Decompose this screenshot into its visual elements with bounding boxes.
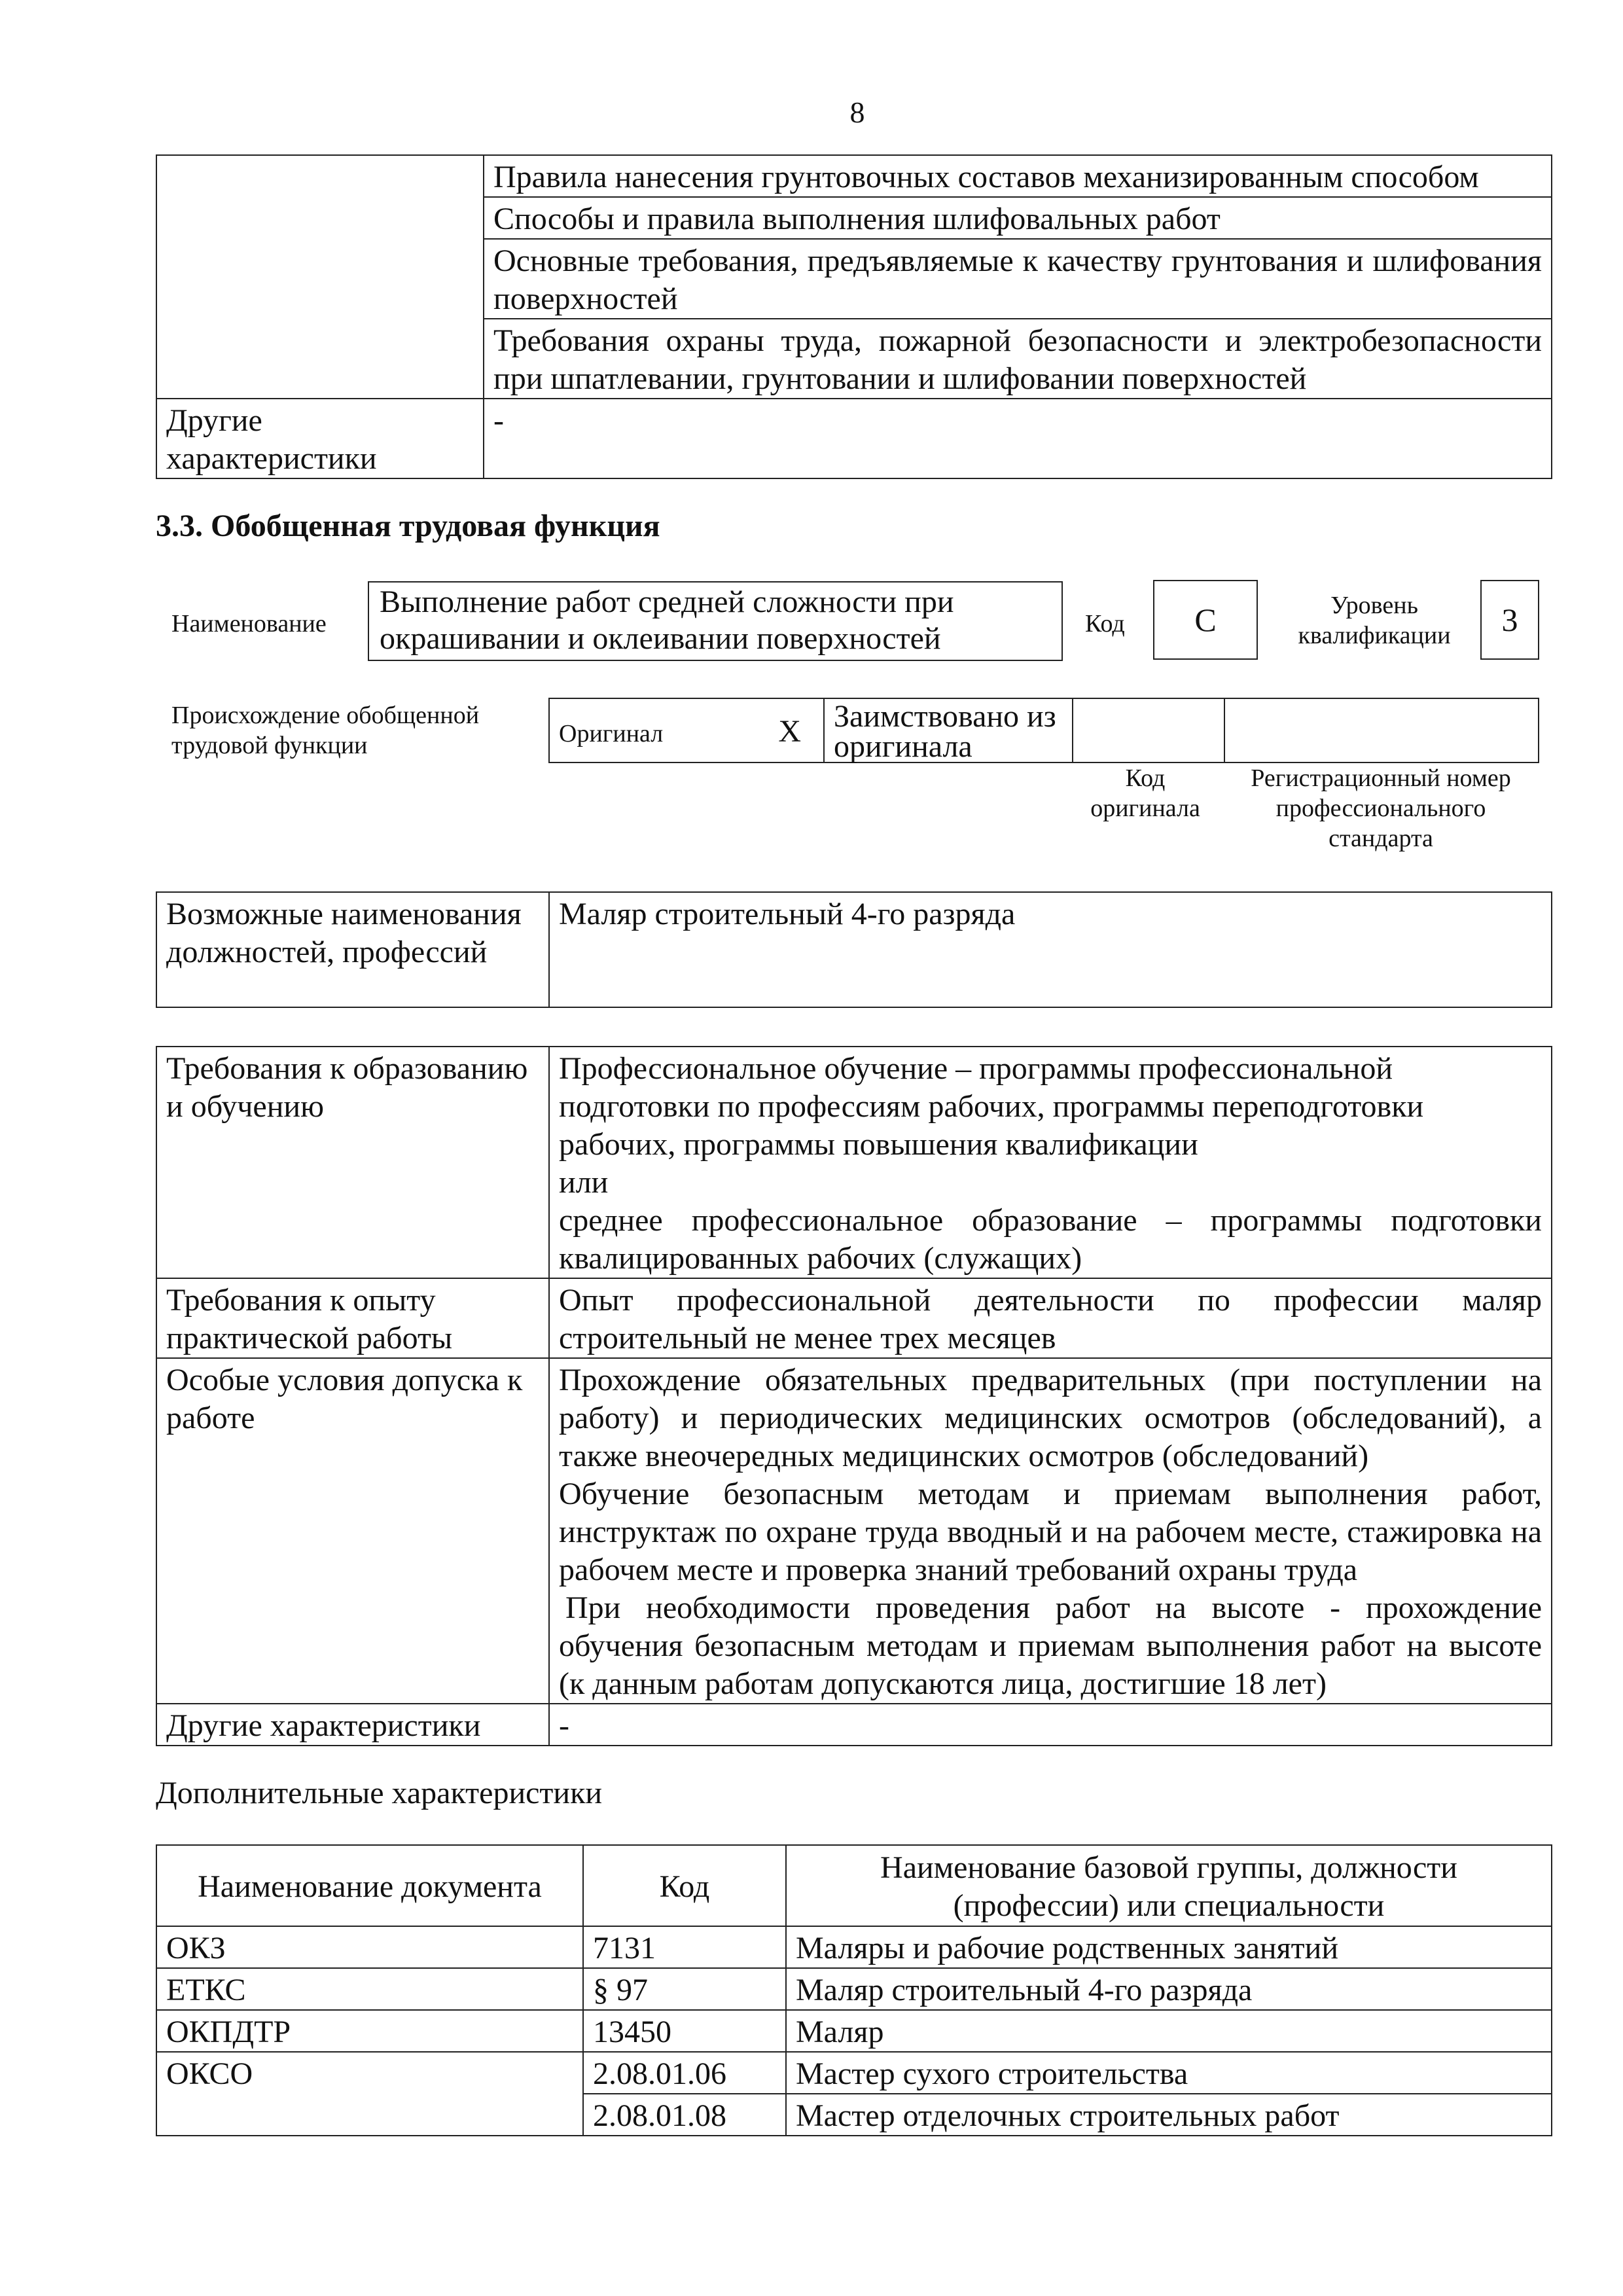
special-value: [549, 1358, 1552, 1704]
col-header-doc: Наименование документа: [156, 1845, 583, 1926]
level-box: [1480, 580, 1539, 660]
reg-caption: Регистрационный номер профессионального стандарта: [1251, 764, 1511, 852]
requirements-table: [156, 1046, 1552, 1746]
level-value: 3: [1501, 601, 1518, 638]
other-value: -: [484, 399, 1552, 478]
table-row: [156, 1047, 1552, 1278]
table-row: [156, 892, 1552, 1007]
table-cell: Способы и правила выполнения шлифовальных работ: [484, 197, 1552, 239]
table-row: [156, 1968, 1552, 2010]
table-row: [156, 155, 1552, 197]
row-code: 13450: [583, 2010, 786, 2052]
row-code: 7131: [583, 1926, 786, 1968]
original-mark: Х: [778, 714, 801, 749]
other-label: Другие характеристики: [156, 399, 484, 478]
table-cell: Основные требования, предъявляемые к качеству грунтования и шлифования поверхностей: [484, 239, 1552, 319]
row-doc: ОКСО: [156, 2052, 583, 2136]
original-label: Оригинал: [559, 720, 664, 747]
name-label: Наименование: [171, 610, 327, 637]
education-value: [549, 1047, 1552, 1278]
row-code: § 97: [583, 1968, 786, 2010]
table-row: [156, 1278, 1552, 1358]
row-doc: ЕТКС: [156, 1968, 583, 2010]
positions-value: Маляр строительный 4-го разряда: [549, 892, 1552, 1007]
code-box: [1153, 580, 1258, 660]
code-label: Код: [1085, 610, 1125, 637]
code-value: С: [1194, 601, 1217, 638]
row-name: Мастер сухого строительства: [786, 2052, 1552, 2094]
table-row: [156, 2052, 1552, 2094]
origin-table: [548, 698, 1539, 763]
education-label: Требования к образованию и обучению: [156, 1047, 549, 1278]
table-row: [549, 698, 1539, 762]
origin-label: Происхождение обобщенной трудовой функции: [171, 702, 480, 759]
table-row: [156, 1704, 1552, 1746]
borrowed-label: Заимствовано из оригинала: [824, 698, 1073, 762]
req-other-value: -: [549, 1704, 1552, 1746]
education-p2: среднее профессиональное образование – программы подготовки квалицированных рабочих (служащих): [559, 1203, 1542, 1276]
table-cell: Требования охраны труда, пожарной безопасности и электробезопасности при шпатлевании, грунтовании и шлифовании поверхностей: [484, 319, 1552, 399]
special-p2: Обучение безопасным методам и приемам выполнения работ, инструктаж по охране труда вводный и на рабочем месте, стажировка на рабочем месте и проверка знаний требований охраны труда: [559, 1477, 1542, 1587]
additional-table: [156, 1844, 1552, 2136]
code-caption: Код оригинала: [1090, 764, 1200, 822]
row-code: 2.08.01.06: [583, 2052, 786, 2094]
experience-label: Требования к опыту практической работы: [156, 1278, 549, 1358]
original-cell: [549, 698, 824, 762]
section-title: 3.3. Обобщенная трудовая функция: [156, 509, 660, 543]
positions-label: Возможные наименования должностей, профессий: [156, 892, 549, 1007]
education-or: или: [559, 1165, 609, 1200]
page-number: 8: [849, 96, 865, 129]
col-header-code: Код: [583, 1845, 786, 1926]
table-row: [156, 399, 1552, 478]
experience-value: Опыт профессиональной деятельности по профессии маляр строительный не менее трех месяцев: [549, 1278, 1552, 1358]
row-doc: ОКПДТР: [156, 2010, 583, 2052]
positions-table: [156, 891, 1552, 1008]
table-row: [156, 1845, 1552, 1926]
row-code: 2.08.01.08: [583, 2094, 786, 2136]
origin-code-cell: [1073, 698, 1224, 762]
function-name-box: [368, 581, 1063, 661]
origin-reg-cell: [1224, 698, 1539, 762]
special-p3: При необходимости проведения работ на высоте - прохождение обучения безопасным методам и приемам выполнения работ на высоте (к данным работам допускаются лица, достигшие 18 лет): [559, 1590, 1542, 1701]
req-other-label: Другие характеристики: [156, 1704, 549, 1746]
empty-cell: [156, 155, 484, 399]
row-name: Маляры и рабочие родственных занятий: [786, 1926, 1552, 1968]
row-name: Маляр строительный 4-го разряда: [786, 1968, 1552, 2010]
additional-title: Дополнительные характеристики: [156, 1776, 603, 1810]
special-label: Особые условия допуска к работе: [156, 1358, 549, 1704]
table-cell: Правила нанесения грунтовочных составов механизированным способом: [484, 155, 1552, 197]
row-name: Маляр: [786, 2010, 1552, 2052]
special-p1: Прохождение обязательных предварительных (при поступлении на работу) и периодических медицинских осмотров (обследований), а также внеочередных медицинских осмотров (обследований): [559, 1363, 1542, 1473]
table-row: [156, 1358, 1552, 1704]
knowledge-table: [156, 154, 1552, 479]
table-row: [156, 1926, 1552, 1968]
row-name: Мастер отделочных строительных работ: [786, 2094, 1552, 2136]
level-label: Уровень квалификации: [1298, 592, 1451, 649]
col-header-name: Наименование базовой группы, должности (профессии) или специальности: [786, 1845, 1552, 1926]
row-doc: ОКЗ: [156, 1926, 583, 1968]
education-p1: Профессиональное обучение – программы профессиональной подготовки по профессиям рабочих, программы переподготовки рабочих, программы повышения квалификации: [559, 1051, 1424, 1162]
table-row: [156, 2010, 1552, 2052]
function-name: Выполнение работ средней сложности при окрашивании и оклеивании поверхностей: [380, 584, 954, 656]
